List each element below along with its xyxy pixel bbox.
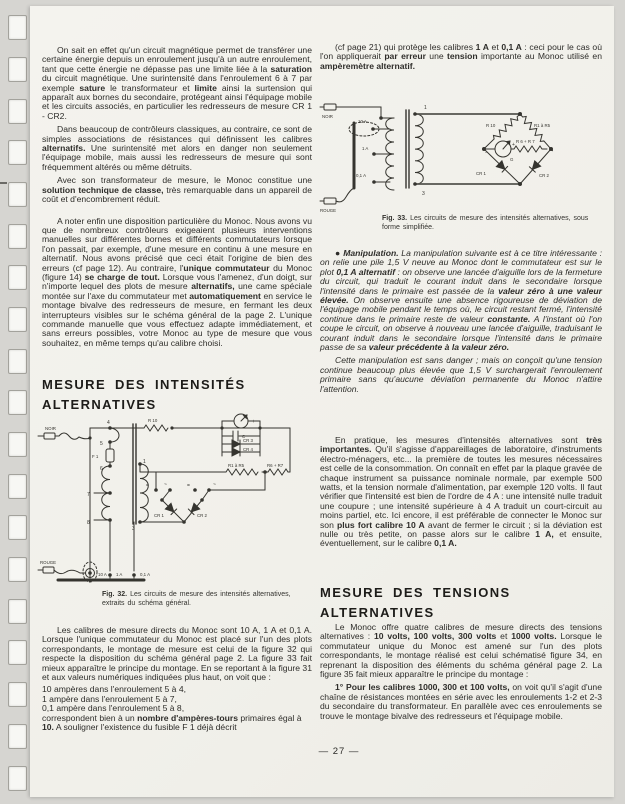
- fig32-label-plot10: 10 A: [98, 572, 107, 577]
- winding-loop: [110, 428, 119, 442]
- figure-33-caption: Fig. 33. Les circuits de mesure des intensités alternatives, sous forme simplifiée.: [382, 215, 589, 231]
- paragraph: A noter enfin une disposition particulière du Monoc. Nous avons vu que de nombreux contrôleurs exigeaient plusieurs interventions manuelles sur différentes bornes et différents commutateurs lorsque l'on passait, par exemple, d'une mesure en continu à une mesure en alternatif. Nous avons précisé que ceci était l'origine de bien des erreurs (cf page 12). Au contraire, l'unique commutateur du Monoc (figure 14) se charge de tout. Lorsque vous l'amenez, d'un doigt, sur n'importe lequel des plots de mesure alternatifs, une came spéciale montée sur l'axe du commutateur met automatiquement en service le montage bivalve des redresseurs de mesure, en fermant les deux interrupteurs visibles sur le schéma général de la page 2. L'unique commande manuelle que vous effectuez adapte immédiatement, et sans erreurs possibles, votre Monoc au type de mesure que vous souhaitez, en même temps qu'au calibre choisi.: [42, 215, 313, 348]
- fig32-label-plus: +: [252, 419, 255, 425]
- fig32-label-ac2: ~: [213, 482, 216, 488]
- list-item: 10 ampères dans l'enroulement 5 à 4,: [42, 684, 187, 695]
- right-column-intro: [320, 43, 602, 71]
- fig33-label-sec-top: 1: [424, 105, 427, 111]
- binding-hole: [8, 515, 27, 540]
- fig32-label-t4: 4: [107, 420, 110, 426]
- binding-hole: [8, 99, 27, 124]
- binding-hole: [8, 57, 27, 82]
- figure-32-caption: Fig. 32. Les circuits de mesure des intensités alternatives, extraits du schéma général.: [102, 591, 291, 607]
- binding-hole: [8, 224, 27, 249]
- fig32-label-t6: 6: [100, 466, 103, 472]
- tensions-section: [320, 623, 602, 721]
- binding-hole: [8, 307, 27, 332]
- fig32-label-dc2: =: [187, 483, 190, 489]
- resistor-r10-icon: [144, 425, 168, 431]
- paragraph: ● Manipulation. La manipulation suivante est à ce titre intéressante : on relie une pile 1,5 V neuve au Monoc dont le commutateur est sur le plot 0,1 A alternatif : on observe une lancée d'aiguille lors de la fermeture du circuit, qui traduit le courant induit dans le secondaire lorsque l'intensité dans le primaire est passée de la valeur zéro à une valeur élevée. On observe ensuite une absence rigoureuse de déviation de l'équipage mobile pendant le temps où, le circuit restant fermé, l'intensité continue dans le primaire reste de valeur constante. A l'instant où l'on coupe le circuit, on observe à nouveau une lancée d'aiguille, traduisant le courant induit dans le secondaire lorsque l'intensité dans le primaire passe de sa valeur précédente à la valeur zéro.: [320, 248, 603, 353]
- fig33-label-sec-bot: 3: [422, 191, 425, 197]
- fig32-label-ac1: ~: [164, 482, 167, 488]
- fig32-label-r10: R 10: [148, 418, 158, 423]
- paragraph: correspondent bien à un nombre d'ampères-tours primaires égal à 10. A souligner l'existence du fusible F 1 déjà décrit: [42, 712, 302, 733]
- fig32-label-fuse: F 1: [92, 454, 99, 459]
- switch-arm: [162, 490, 170, 500]
- fig32-label-cap: C: [242, 434, 246, 439]
- figure-33-diagram: [318, 96, 604, 216]
- fig32-label-plot1: 1 A: [116, 572, 123, 577]
- pratique-section: [320, 436, 602, 549]
- fig32-label-minus: −: [226, 419, 229, 425]
- scan-artifact-mark: [0, 182, 7, 184]
- left-column-calibres: [42, 626, 312, 732]
- binding-hole: [8, 265, 27, 290]
- page-number: — 27 —: [318, 746, 360, 757]
- page-sheet: [30, 6, 614, 797]
- fig32-label-r1r5: R1 à R5: [228, 463, 245, 468]
- list-item: 1 ampère dans l'enroulement 5 à 7,: [42, 693, 177, 704]
- rouge-plug-icon: [324, 198, 336, 204]
- fig32-label-cr3: CR 3: [243, 438, 254, 443]
- binding-hole: [8, 15, 27, 40]
- section-heading-intensites: [42, 375, 287, 415]
- fig33-label-plus: +: [512, 142, 515, 148]
- diode-cr3-icon: [232, 440, 240, 448]
- binding-hole: [8, 349, 27, 374]
- fig33-label-g: G: [510, 157, 514, 162]
- binding-hole: [8, 432, 27, 457]
- fig33-label-minus: −: [485, 150, 488, 156]
- page-title: MESURE DES INTENSITÉS ALTERNATIVES: [42, 377, 246, 412]
- noir-plug-icon: [44, 433, 55, 439]
- wire-squiggle: [336, 188, 354, 202]
- noir-plug-icon: [324, 104, 336, 110]
- binding-hole: [8, 140, 27, 165]
- paragraph: Les calibres de mesure directs du Monoc sont 10 A, 1 A et 0,1 A. Lorsque l'unique commutateur du Monoc est placé sur l'un des plots correspondants, le montage de mesure est celui de la figure 32 qui respecte la disposition du schéma général page 2. La figure 33 fait mieux apparaître le principe du montage. En se reportant à la figure 31 et aux valeurs numériques indiquées plus haut, on voit que :: [42, 625, 312, 683]
- wire: [336, 107, 394, 118]
- manipulation-section: [320, 249, 602, 398]
- resistor-r6r7-icon: [511, 146, 547, 152]
- switch-arm: [202, 490, 209, 500]
- binding-hole: [8, 724, 27, 749]
- fig32-label-t5: 5: [100, 441, 103, 447]
- paragraph: Cette manipulation est sans danger ; mais on conçoit qu'une tension continue beaucoup plus élevée que 1,5 V surchargerait l'enroulement primaire sans qu'aucune déviation permanente du Monoc n'attire l'attention.: [320, 355, 602, 394]
- fig32-label-sec-bot: 3: [132, 526, 135, 532]
- diode-cr4-icon: [232, 448, 240, 456]
- binding-hole: [8, 599, 27, 624]
- fig32-label-noir: NOIR: [45, 426, 56, 431]
- list-item: 0,1 ampère dans l'enroulement 5 à 8,: [42, 703, 185, 714]
- section-title: MESURE DES TENSIONS ALTERNATIVES: [320, 585, 511, 620]
- fig33-label-tap01: 0,1 A: [356, 173, 367, 178]
- fig32-label-plot01: 0,1 A: [140, 572, 151, 577]
- fig33-label-noir: NOIR: [322, 114, 333, 119]
- resistor-r1r5-icon: [226, 469, 258, 475]
- fig32-label-cr4: CR 4: [243, 447, 254, 452]
- capacitor-icon: [233, 431, 238, 441]
- secondary-winding-icon: [140, 464, 148, 522]
- wire-squiggle: [54, 570, 85, 574]
- paragraph: Dans beaucoup de contrôleurs classiques, au contraire, ce sont de simples associations de résistances qui définissent les calibres alternatifs. Une surintensité met alors en danger non seulement l'équipage mobile, mais aussi les redresseurs de mesure qui sont fréquemment altérés ou même détruits.: [42, 124, 312, 172]
- binding-hole: [8, 182, 27, 207]
- fig32-label-r6r7: R6 + R7: [267, 463, 284, 468]
- fig32-label-rouge: ROUGE: [40, 560, 57, 565]
- paragraph: (cf page 21) qui protège les calibres 1 A et 0,1 A : ceci pour le cas où l'on appliquerait par erreur une tension importante au Monoc utilisé en ampèremètre alternatif.: [320, 42, 602, 71]
- paragraph: Le Monoc offre quatre calibres de mesure directs des tensions alternatives : 10 volts, 100 volts, 300 volts et 1000 volts. Lorsque le commutateur unique du Monoc est amené sur l'un des plots correspondants, le montage réalisé est celui schématisé figure 34, en reprenant la disposition des éléments du schéma général page 2. La figure 35 fait mieux apparaître le principe du montage :: [320, 622, 603, 680]
- fig32-label-sec-top: 1: [143, 459, 146, 465]
- wire-squiggle: [55, 433, 90, 439]
- resistor-r10-icon: [482, 112, 522, 151]
- fig33-label-r10: R 10: [486, 123, 496, 128]
- paragraph: On sait en effet qu'un circuit magnétique permet de transférer une certaine énergie depuis un enroulement jusqu'à un autre enroulement, tant que cette énergie ne dépasse pas une limite liée à la saturation du circuit magnétique. Une surintensité dans l'enroulement 6 à 7 par exemple sature le transformateur et limite ainsi la surtension qui apparaît aux bornes du secondaire, protégeant ainsi l'équipage mobile et les circuits associés, en particulier les redresseurs de mesure CR 1 - CR2.: [42, 45, 313, 121]
- fig33-label-tap1: 1 A: [362, 146, 369, 151]
- fig33-label-rouge: ROUGE: [320, 208, 337, 213]
- section-heading-tensions: [320, 583, 565, 623]
- fig32-label-cr2: CR 2: [197, 513, 208, 518]
- fig33-label-cr2: CR 2: [539, 173, 550, 178]
- left-column-intro: [42, 46, 312, 352]
- resistor-r6r7-icon: [268, 469, 288, 475]
- fig32-label-dc1: =: [146, 483, 149, 489]
- fuse-f1-icon: [106, 449, 114, 462]
- fig32-label-t8: 8: [87, 520, 90, 526]
- paragraph: 1° Pour les calibres 1000, 300 et 100 volts, on voit qu'il s'agit d'une chaîne de résistances montées en série avec les enroulements 1-2 et 2-3 du secondaire du transformateur. En parallèle avec ces enroulements se trouve le montage bivalve des redresseurs et l'équipage mobile.: [320, 682, 602, 721]
- binding-hole: [8, 474, 27, 499]
- enroulement-list: [42, 685, 312, 732]
- binding-hole: [8, 557, 27, 582]
- binding-hole: [8, 640, 27, 665]
- paragraph: En pratique, les mesures d'intensités alternatives sont très importantes. Qu'il s'agisse d'appareillages de laboratoire, d'instruments électro-ménagers, etc... la première de toutes les mesures nécessaires est celle de la consommation. On connaît en effet par la plaque gravée de chaque instrument sa puissance nominale normale, par exemple 500 watts, et la tension normale d'alimentation, par exemple 120 volts. Il faut vérifier que l'intensité est bien de l'ordre de 4 A : une intensité nulle traduit une coupure ; une intensité supérieure à 4 A traduit un court-circuit au moins partiel, etc. Ici encore, il est préférable de connecter le Monoc sur son plus fort calibre 10 A avant de fermer le circuit ; si la déviation est nulle ou très petite, on passe alors sur le calibre 1 A, et ensuite, éventuellement, sur le calibre 0,1 A.: [320, 435, 602, 549]
- binding-hole: [8, 390, 27, 415]
- secondary-winding-icon: [415, 114, 423, 184]
- binding-hole: [8, 682, 27, 707]
- fig33-label-r1r5: R1 à R5: [534, 123, 551, 128]
- fig32-label-cr1: CR 1: [154, 513, 165, 518]
- binding-hole: [8, 766, 27, 791]
- rouge-plug-icon: [43, 567, 54, 573]
- fig33-label-r6r7: R 6 + R 7: [516, 139, 535, 144]
- figure-32-diagram: [36, 412, 314, 590]
- fig32-label-t7: 7: [87, 492, 90, 498]
- fig33-label-cr1: CR 1: [476, 171, 487, 176]
- fig33-label-tap10: 10 A: [358, 119, 367, 124]
- paragraph: Avec son transformateur de mesure, le Monoc constitue une solution technique de classe, très remarquable dans un appareil de coût et d'encombrement réduit.: [42, 175, 312, 205]
